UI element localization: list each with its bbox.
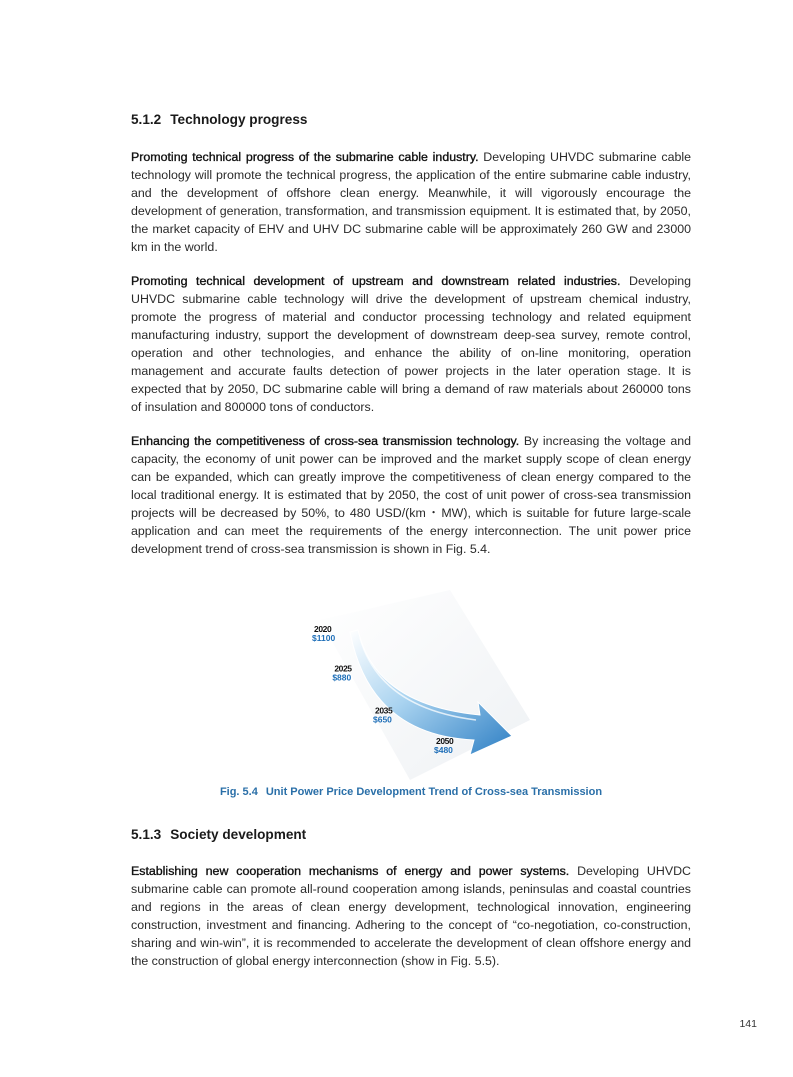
section-title: Society development (170, 827, 307, 842)
paragraph-lead: Enhancing the competitiveness of cross-sea transmission technology. (131, 434, 520, 448)
data-point-2050 (434, 736, 454, 755)
price-label: $1100 (312, 633, 336, 643)
paragraph-submarine-cable-progress (131, 148, 691, 256)
section-heading-technology-progress (131, 112, 307, 127)
year-label: 2025 (334, 663, 352, 674)
data-point-2025 (332, 664, 352, 683)
chart-background (320, 590, 530, 780)
paragraph-lead: Promoting technical development of upstream and downstream related industries. (131, 274, 621, 288)
paragraph-cooperation-mechanisms (131, 862, 691, 970)
price-label: $480 (434, 745, 453, 755)
section-number: 5.1.2 (131, 112, 162, 127)
data-point-2035 (373, 705, 393, 724)
page-number: 141 (739, 1018, 757, 1030)
paragraph-body: Developing UHVDC submarine cable can promote all-round cooperation among islands, peninsulas and coastal countries and regions in the areas of clean energy development, technological innovation, engineering construction, investment and financing. Adhering to the concept of “co-negotiation, co-construction, sharing and win-win”, it is recommended to accelerate the development of clean offshore energy and the construction of global energy interconnection (show in Fig. 5.5). (131, 864, 691, 968)
figure-caption (131, 786, 691, 798)
figure-number: Fig. 5.4 (219, 786, 258, 798)
figure-caption-text: Unit Power Price Development Trend of Cross-sea Transmission (265, 786, 603, 798)
price-label: $880 (332, 672, 352, 683)
price-label: $650 (373, 714, 392, 725)
year-label: 2050 (436, 736, 454, 746)
paragraph-body: Developing UHVDC submarine cable technology will promote the technical progress, the application of the entire submarine cable industry, and the development of offshore clean energy. Meanwhile, it will vigorously encourage the development of generation, transformation, and transmission equipment. It is estimated that, by 2050, the market capacity of EHV and UHV DC submarine cable will be approximately 260 GW and 23000 km in the world. (131, 150, 691, 254)
section-title: Technology progress (170, 112, 308, 127)
paragraph-body: Developing UHVDC submarine cable technology will drive the development of upstream chemical industry, promote the progress of material and conductor processing technology and related equipment manufacturing industry, support the development of downstream deep-sea survey, remote control, operation and other technologies, and enhance the ability of on-line monitoring, operation management and accurate faults detection of power projects in the later operation stage. It is expected that by 2050, DC submarine cable will bring a demand of raw materials about 260000 tons of insulation and 800000 tons of conductors. (131, 274, 691, 414)
paragraph-lead: Establishing new cooperation mechanisms of energy and power systems. (131, 864, 570, 878)
year-label: 2020 (314, 624, 332, 634)
paragraph-body: By increasing the voltage and capacity, the economy of unit power can be improved and the market supply scope of clean energy can be expanded, which can greatly improve the competitiveness of clean energy compared to the local traditional energy. It is estimated that by 2050, the cost of unit power of cross-sea transmission projects will be decreased by 50%, to 480 USD/(km・MW), which is suitable for future large-scale application and can meet the requirements of the energy interconnection. The unit power price development trend of cross-sea transmission is shown in Fig. 5.4. (131, 434, 691, 556)
paragraph-lead: Promoting technical progress of the submarine cable industry. (131, 150, 479, 164)
section-number: 5.1.3 (131, 827, 162, 842)
paragraph-competitiveness (131, 432, 691, 558)
year-label: 2035 (375, 705, 393, 716)
paragraph-upstream-downstream (131, 272, 691, 416)
section-heading-society-development (131, 827, 306, 842)
figure-5-4-price-trend-chart (300, 590, 530, 780)
